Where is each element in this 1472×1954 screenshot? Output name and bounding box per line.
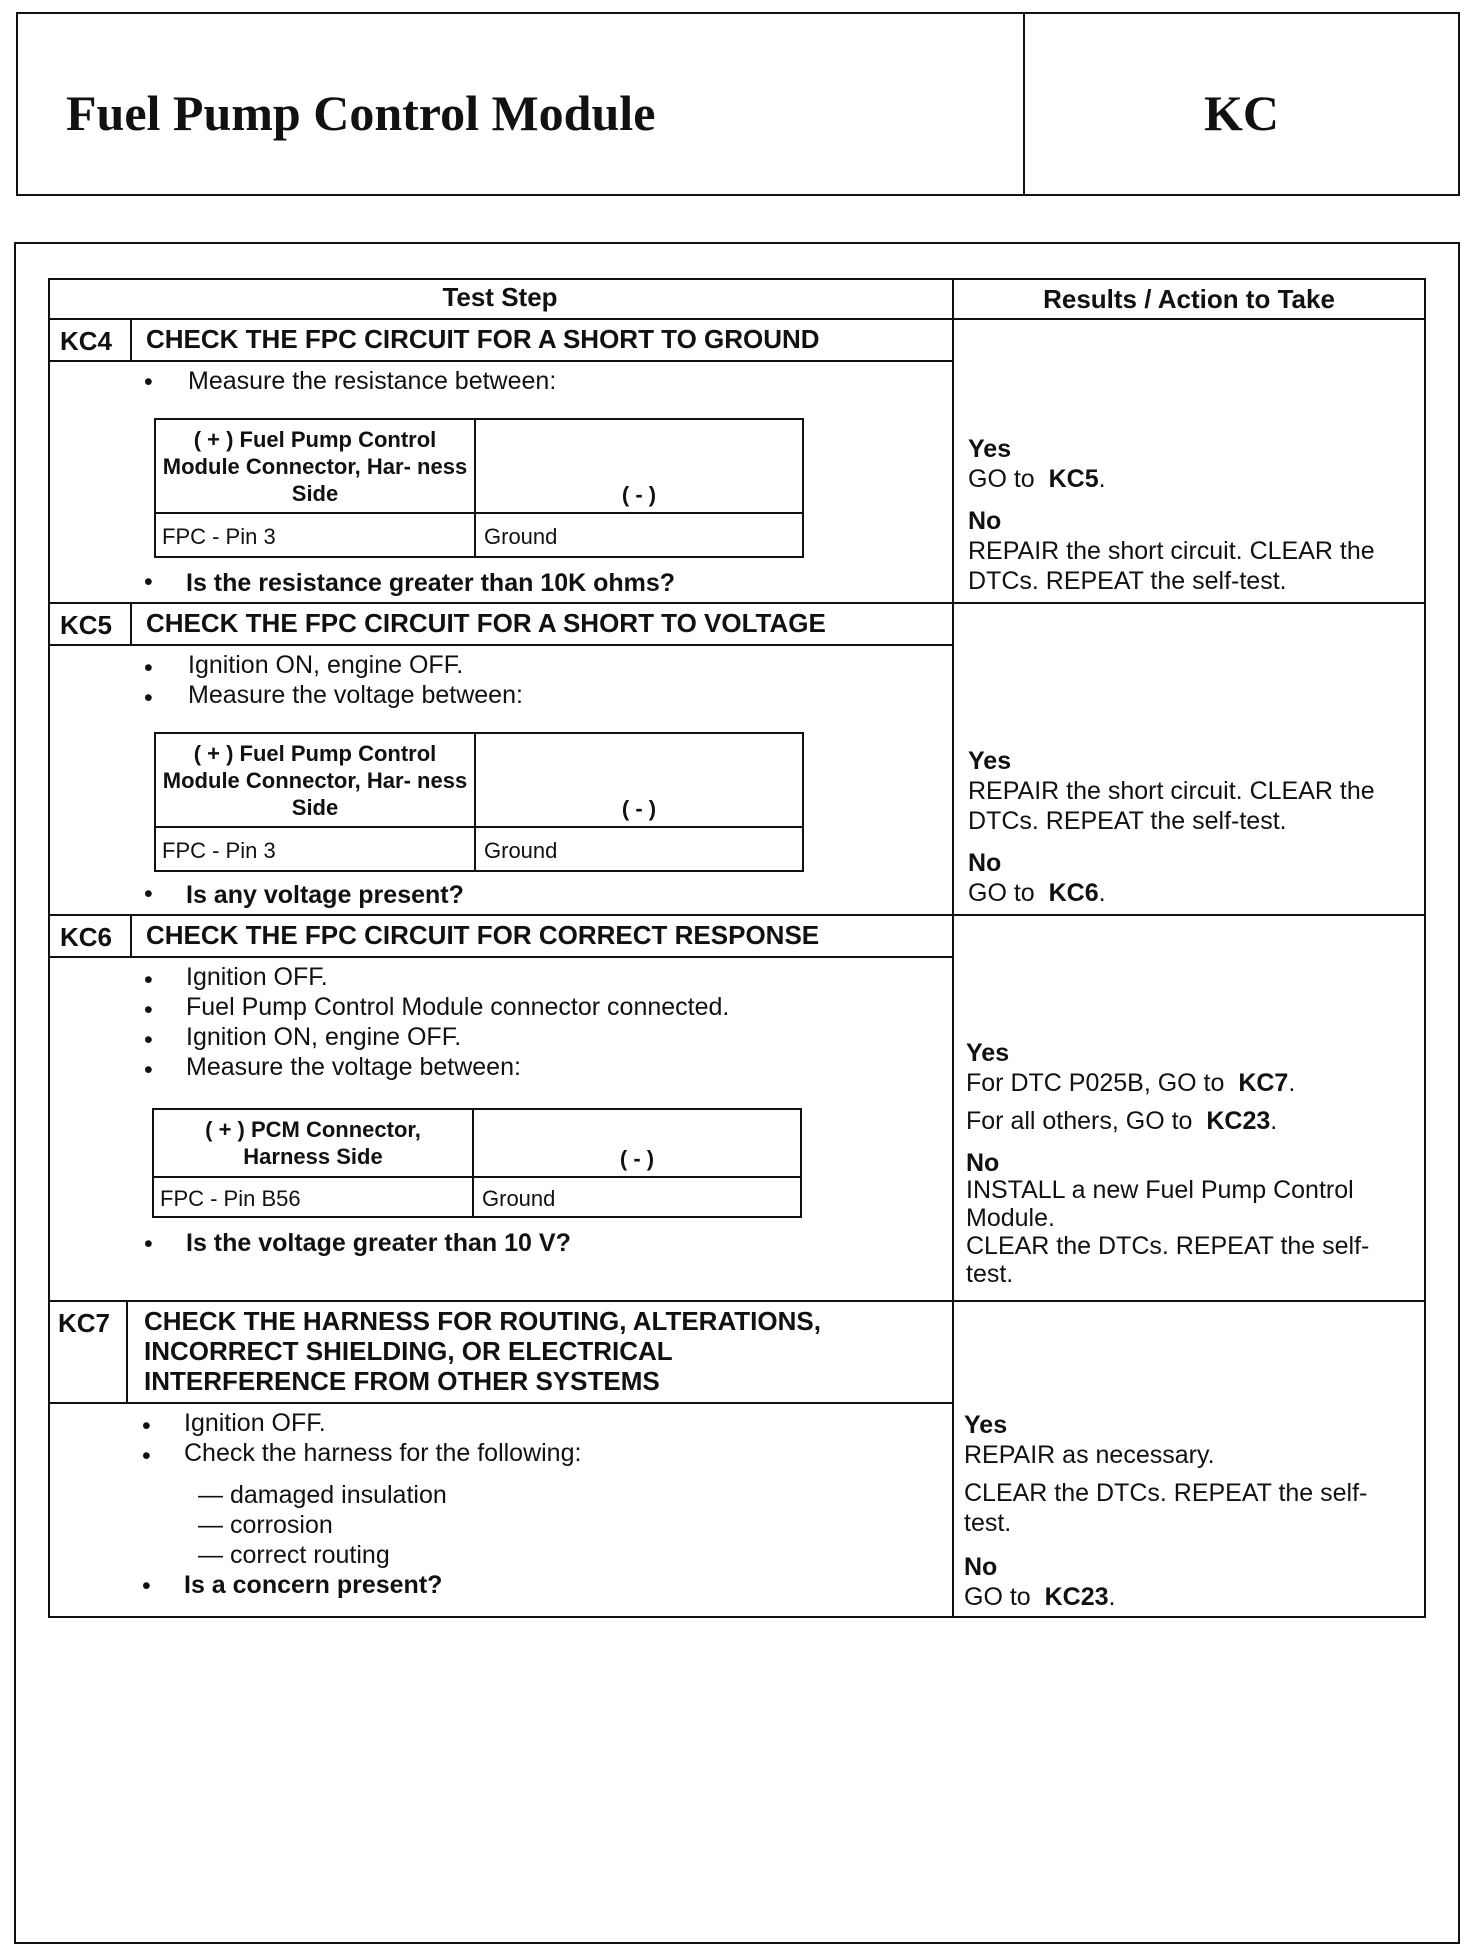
question: Is the voltage greater than 10 V?: [186, 1229, 571, 1257]
table-border-top: [48, 278, 1426, 280]
result-yes-action: GO to KC5.: [968, 465, 1106, 493]
result-yes-label: Yes: [966, 1039, 1010, 1067]
bullet-icon: •: [144, 368, 153, 396]
kc7-heading-rule: [48, 1402, 954, 1404]
result-link-kc6[interactable]: KC6: [1048, 879, 1099, 907]
result-no-text: GO to: [964, 1583, 1031, 1611]
step-id: KC5: [60, 610, 113, 640]
kc5-id-sep: [130, 602, 132, 646]
bullet-icon: •: [144, 1230, 153, 1258]
step-title: CHECK THE FPC CIRCUIT FOR CORRECT RESPONSE: [146, 920, 820, 950]
measurement-table: [154, 418, 804, 558]
checklist-item: — corrosion: [198, 1511, 333, 1539]
result-yes-action: REPAIR as necessary.: [964, 1441, 1215, 1469]
bullet-icon: •: [144, 1056, 153, 1084]
column-divider: [952, 278, 954, 1618]
result-link-kc23[interactable]: KC23: [1206, 1107, 1271, 1135]
instruction: Measure the voltage between:: [188, 681, 523, 709]
result-yes-label: Yes: [968, 435, 1012, 463]
instruction: Fuel Pump Control Module connector connected.: [186, 993, 730, 1021]
bullet-icon: •: [144, 654, 153, 682]
result-yes-text: For DTC P025B, GO to: [966, 1069, 1225, 1097]
bullet-icon: •: [144, 568, 153, 596]
header-rule: [48, 318, 1426, 320]
measurement-header-negative: ( - ): [621, 796, 657, 821]
kc5-heading-rule: [48, 644, 954, 646]
measurement-row-rule: [154, 1176, 800, 1178]
measurement-pin: FPC - Pin 3: [162, 524, 276, 549]
result-yes-action: REPAIR the short circuit. CLEAR the DTCs. REPEAT the self-test.: [968, 777, 1375, 835]
bullet-icon: •: [142, 1572, 151, 1600]
step-id: KC6: [60, 922, 113, 952]
table-border-right: [1424, 278, 1426, 1618]
instruction: Ignition ON, engine OFF.: [186, 1023, 462, 1051]
result-yes-label: Yes: [964, 1411, 1008, 1439]
title-block: [16, 12, 1460, 196]
instruction: Measure the voltage between:: [186, 1053, 521, 1081]
measurement-ground: Ground: [482, 1186, 556, 1211]
section-code: KC: [1204, 85, 1279, 141]
checklist-item: — damaged insulation: [198, 1481, 447, 1509]
section-rule-kc5: [48, 602, 1426, 604]
table-border-left: [48, 278, 50, 1618]
instruction: Ignition OFF.: [184, 1409, 326, 1437]
measurement-header-negative: ( - ): [619, 1146, 655, 1171]
kc6-heading-rule: [48, 956, 954, 958]
measurement-header-negative: ( - ): [621, 482, 657, 507]
kc4-id-sep: [130, 318, 132, 362]
result-yes-action-2: For all others, GO to KC23.: [966, 1107, 1278, 1135]
result-yes-action: For DTC P025B, GO to KC7.: [966, 1069, 1296, 1097]
step-id: KC4: [60, 326, 113, 356]
result-no-action: REPAIR the short circuit. CLEAR the DTCs. REPEAT the self-test.: [968, 537, 1375, 595]
bullet-icon: •: [144, 1026, 153, 1054]
result-no-label: No: [968, 507, 1002, 535]
measurement-table: [154, 732, 804, 872]
kc7-id-sep: [126, 1300, 128, 1404]
bullet-icon: •: [142, 1412, 151, 1440]
result-yes-label: Yes: [968, 747, 1012, 775]
instruction: Measure the resistance between:: [188, 367, 557, 395]
kc4-heading-rule: [48, 360, 954, 362]
bullet-icon: •: [144, 966, 153, 994]
measurement-table: [152, 1108, 802, 1218]
measurement-pin: FPC - Pin B56: [160, 1186, 301, 1211]
kc6-id-sep: [130, 914, 132, 958]
table-border-bottom: [48, 1616, 1426, 1618]
page-title: Fuel Pump Control Module: [66, 85, 656, 141]
result-no-action: GO to KC23.: [964, 1583, 1116, 1611]
result-yes-text: For all others, GO to: [966, 1107, 1193, 1135]
question: Is any voltage present?: [186, 881, 464, 909]
measurement-ground: Ground: [484, 524, 558, 549]
result-yes-text: GO to: [968, 465, 1035, 493]
measurement-row-rule: [156, 512, 802, 514]
result-no-text: GO to: [968, 879, 1035, 907]
bullet-icon: •: [144, 684, 153, 712]
instruction: Ignition ON, engine OFF.: [188, 651, 464, 679]
result-link-kc7[interactable]: KC7: [1238, 1069, 1289, 1097]
result-no-label: No: [964, 1553, 998, 1581]
step-title-line-3: INTERFERENCE FROM OTHER SYSTEMS: [144, 1366, 660, 1396]
section-rule-kc6: [48, 914, 1426, 916]
step-title-line-1: CHECK THE HARNESS FOR ROUTING, ALTERATIONS,: [144, 1306, 821, 1336]
result-no-label: No: [966, 1149, 1000, 1177]
result-no-action: GO to KC6.: [968, 879, 1106, 907]
header-test-step: Test Step: [442, 282, 558, 312]
measurement-pin: FPC - Pin 3: [162, 838, 276, 863]
result-link-kc5[interactable]: KC5: [1048, 465, 1099, 493]
measurement-header-positive: ( + ) Fuel Pump Control Module Connector, Har- ness Side: [162, 741, 468, 820]
result-no-label: No: [968, 849, 1002, 877]
measurement-ground: Ground: [484, 838, 558, 863]
measurement-row-rule: [156, 826, 802, 828]
instruction: Check the harness for the following:: [184, 1439, 582, 1467]
bullet-icon: •: [144, 880, 153, 908]
header-results: Results / Action to Take: [1043, 284, 1335, 314]
result-no-action-2: CLEAR the DTCs. REPEAT the self-test.: [966, 1232, 1370, 1288]
question: Is a concern present?: [184, 1571, 443, 1599]
step-title: CHECK THE FPC CIRCUIT FOR A SHORT TO GROUND: [146, 324, 820, 354]
measurement-header-positive: ( + ) PCM Connector, Harness Side: [205, 1117, 421, 1169]
step-title-line-2: INCORRECT SHIELDING, OR ELECTRICAL: [144, 1336, 673, 1366]
question: Is the resistance greater than 10K ohms?: [186, 569, 676, 597]
result-yes-action-2: CLEAR the DTCs. REPEAT the self-test.: [964, 1479, 1368, 1537]
checklist-item: — correct routing: [198, 1541, 390, 1569]
step-id: KC7: [58, 1308, 111, 1338]
bullet-icon: •: [144, 996, 153, 1024]
step-title: CHECK THE FPC CIRCUIT FOR A SHORT TO VOLTAGE: [146, 608, 826, 638]
bullet-icon: •: [142, 1442, 151, 1470]
result-no-action: INSTALL a new Fuel Pump Control Module.: [966, 1176, 1354, 1232]
result-link-kc23[interactable]: KC23: [1044, 1583, 1109, 1611]
instruction: Ignition OFF.: [186, 963, 328, 991]
measurement-header-positive: ( + ) Fuel Pump Control Module Connector, Har- ness Side: [162, 427, 468, 506]
section-rule-kc7: [48, 1300, 1426, 1302]
